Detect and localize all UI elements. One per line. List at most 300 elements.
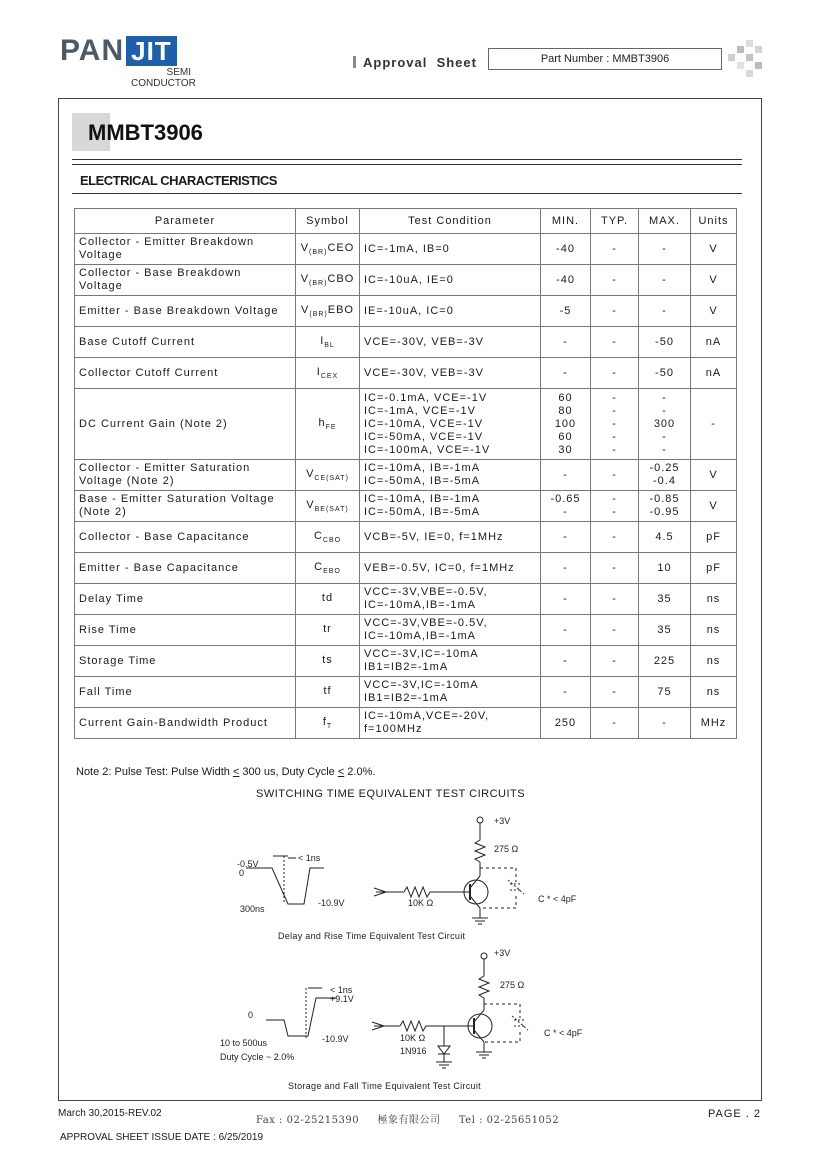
cell-test-condition (360, 615, 541, 646)
cell-parameter (75, 327, 296, 358)
cond-line: IC=-50mA, VCE=-1V (364, 430, 484, 443)
cond-line: VCC=-3V,VBE=-0.5V, (364, 586, 488, 598)
cell-typ (591, 358, 639, 389)
max-line: 300 (653, 417, 676, 430)
c1-rc-label: 275 Ω (494, 844, 519, 854)
cell-parameter (75, 677, 296, 708)
typ-line: - (612, 417, 617, 430)
cond-line: IC=-10mA,IB=-1mA (364, 599, 476, 611)
typ-line: - (612, 592, 617, 605)
c2-caption: Storage and Fall Time Equivalent Test Circuit (288, 1081, 481, 1091)
cell-parameter (75, 615, 296, 646)
cond-line: VCB=-5V, IE=0, f=1MHz (364, 530, 504, 543)
cond-line: IC=-50mA, IB=-5mA (364, 475, 481, 487)
symbol-main: tr (323, 622, 332, 635)
param-line: Delay Time (79, 592, 145, 605)
min-line: - (563, 592, 568, 605)
cell-min (541, 491, 591, 522)
symbol-sub: (BR) (309, 311, 328, 319)
pulse-test-note (76, 766, 375, 778)
max-line: - (662, 404, 667, 417)
approval-sheet-label (353, 55, 477, 70)
param-line: Collector - Emitter Saturation (79, 462, 251, 474)
cell-max (639, 358, 691, 389)
cell-parameter (75, 584, 296, 615)
note-lt-2: < (337, 766, 345, 778)
input-waveform-2 (266, 998, 336, 1036)
cell-max (639, 522, 691, 553)
c2-rb-label: 10K Ω (400, 1033, 426, 1043)
company-logo (60, 34, 177, 68)
cell-max (639, 491, 691, 522)
cond-line: IC=-10mA,VCE=-20V, (364, 710, 490, 722)
section-heading: ELECTRICAL CHARACTERISTICS (80, 173, 277, 188)
cond-line: IC=-10uA, IE=0 (364, 273, 454, 286)
max-line: - (662, 716, 667, 729)
cell-units: ns (691, 615, 737, 646)
symbol-main: C (313, 529, 323, 542)
ground-1 (472, 918, 488, 924)
c1-vcc-label: +3V (494, 816, 511, 826)
cell-parameter (75, 646, 296, 677)
max-line: -0.25 (649, 462, 680, 474)
max-line: 225 (653, 654, 676, 667)
cell-min (541, 296, 591, 327)
symbol-main: V (301, 303, 310, 316)
table-row (75, 296, 737, 327)
cell-max (639, 677, 691, 708)
cell-typ (591, 677, 639, 708)
divider (72, 193, 742, 194)
cell-max (639, 327, 691, 358)
min-line: - (563, 530, 568, 543)
cell-test-condition (360, 646, 541, 677)
input-arrow-1 (374, 888, 404, 896)
min-line: -0.65 (550, 493, 581, 505)
typ-line: - (612, 443, 617, 456)
cell-test-condition (360, 491, 541, 522)
cell-typ (591, 234, 639, 265)
max-line: - (662, 430, 667, 443)
cell-parameter (75, 265, 296, 296)
max-line: - (662, 242, 667, 255)
cell-typ (591, 584, 639, 615)
c2-diode-label: 1N916 (400, 1046, 427, 1056)
param-line: Current Gain-Bandwidth Product (79, 716, 268, 729)
cell-min (541, 708, 591, 739)
table-row (75, 646, 737, 677)
cell-test-condition (360, 460, 541, 491)
cell-typ (591, 460, 639, 491)
cell-parameter (75, 389, 296, 460)
typ-line: - (612, 623, 617, 636)
c1-zero-label: 0 (239, 868, 245, 878)
cell-typ (591, 491, 639, 522)
max-line: -0.85 (649, 493, 680, 505)
cell-units: V (691, 296, 737, 327)
cond-line: VEB=-0.5V, IC=0, f=1MHz (364, 561, 515, 574)
cell-max (639, 615, 691, 646)
cell-max (639, 460, 691, 491)
table-body (75, 234, 737, 739)
typ-line: - (612, 561, 617, 574)
table-header-row (75, 209, 737, 234)
symbol-sub: T (326, 723, 333, 731)
min-line: - (563, 366, 568, 379)
cell-typ (591, 708, 639, 739)
min-line: 60 (558, 391, 573, 404)
cond-line: VCE=-30V, VEB=-3V (364, 366, 484, 379)
typ-line: - (612, 404, 617, 417)
cell-units: MHz (691, 708, 737, 739)
cell-units: pF (691, 553, 737, 584)
param-line: Rise Time (79, 623, 137, 636)
symbol-sub: FE (325, 424, 337, 432)
contact-line: Fax : 02-25215390 極象有限公司 Tel : 02-25651052 (256, 1115, 560, 1126)
max-line: 10 (657, 561, 672, 574)
cell-test-condition (360, 327, 541, 358)
max-line: -0.4 (653, 475, 676, 487)
symbol-sub: BE(SAT) (314, 506, 349, 514)
symbol-main: f (322, 715, 327, 728)
c1-cs-text: C * < 4pF (538, 894, 577, 904)
typ-line: - (612, 335, 617, 348)
cond-line: IC=-10mA, VCE=-1V (364, 417, 484, 430)
cond-line: IC=-100mA, VCE=-1V (364, 443, 491, 456)
symbol-sub: CEX (320, 373, 339, 381)
max-line: -50 (655, 335, 674, 348)
symbol-main: I (316, 365, 321, 378)
table-row (75, 265, 737, 296)
cond-line: IC=-0.1mA, VCE=-1V (364, 391, 488, 404)
symbol-main: C (314, 560, 324, 573)
symbol-sub: (BR) (309, 249, 328, 257)
cond-line: IC=-10mA,IB=-1mA (364, 630, 476, 642)
typ-line: - (612, 430, 617, 443)
approval-text: Approval Sheet (363, 55, 477, 70)
part-number-box: Part Number : MMBT3906 (488, 48, 722, 70)
typ-line: - (612, 654, 617, 667)
cell-typ (591, 265, 639, 296)
cell-min (541, 677, 591, 708)
cell-typ (591, 389, 639, 460)
cell-min (541, 265, 591, 296)
param-line: Collector Cutoff Current (79, 366, 219, 379)
cell-symbol (296, 677, 360, 708)
page-number: PAGE . 2 (708, 1108, 762, 1120)
cond-line: IC=-10mA, IB=-1mA (364, 493, 481, 505)
c2-rc-label: 275 Ω (500, 980, 525, 990)
symbol-main: h (318, 416, 326, 429)
c2-zero-label: 0 (248, 1010, 254, 1020)
logo-subtitle (131, 67, 196, 89)
min-line: - (563, 335, 568, 348)
cell-typ (591, 296, 639, 327)
cell-symbol (296, 708, 360, 739)
c2-rise-label: < 1ns (330, 985, 353, 995)
electrical-characteristics-table (74, 208, 737, 739)
cell-max (639, 584, 691, 615)
typ-line: - (612, 493, 617, 505)
c2-duty-label: Duty Cycle ~ 2.0% (220, 1052, 295, 1062)
c1-neg05-label: -0.5V (237, 859, 259, 869)
cell-symbol (296, 327, 360, 358)
c1-vlow-label: -10.9V (318, 898, 345, 908)
param-line: Emitter - Base Breakdown Voltage (79, 304, 279, 317)
typ-line: - (612, 685, 617, 698)
max-line: 35 (657, 623, 672, 636)
table-row (75, 615, 737, 646)
cell-parameter (75, 491, 296, 522)
min-line: - (563, 468, 568, 481)
min-line: 250 (554, 716, 577, 729)
cond-line: IC=-1mA, VCE=-1V (364, 404, 476, 417)
logo-text: PAN (60, 34, 125, 67)
cell-units: ns (691, 677, 737, 708)
cond-line: VCC=-3V,IC=-10mA (364, 679, 479, 691)
symbol-tail: CEO (327, 241, 355, 254)
table-row (75, 327, 737, 358)
c2-cs-label (544, 1028, 583, 1038)
header-parameter: Parameter (75, 209, 296, 234)
logo-jit-mark: JIT (126, 36, 177, 66)
cell-units: V (691, 491, 737, 522)
cell-test-condition (360, 708, 541, 739)
symbol-sub: (BR) (309, 280, 328, 288)
input-waveform-1 (246, 868, 324, 904)
cell-units: V (691, 234, 737, 265)
min-line: - (563, 623, 568, 636)
cell-typ (591, 327, 639, 358)
issue-date: APPROVAL SHEET ISSUE DATE : 6/25/2019 (60, 1132, 264, 1143)
page-title: MMBT3906 (88, 120, 203, 145)
vcc-terminal-1 (477, 817, 483, 823)
symbol-main: td (321, 591, 334, 604)
cell-symbol (296, 553, 360, 584)
cs-capacitor-1 (508, 880, 524, 894)
cell-symbol (296, 615, 360, 646)
table-row (75, 358, 737, 389)
min-line: -5 (559, 304, 572, 317)
cell-symbol (296, 358, 360, 389)
max-line: -50 (655, 366, 674, 379)
param-line: Collector - Base Capacitance (79, 530, 250, 543)
base-resistor-2 (400, 1021, 466, 1031)
cond-line: VCC=-3V,VBE=-0.5V, (364, 617, 488, 629)
symbol-main: I (320, 334, 325, 347)
cell-max (639, 234, 691, 265)
min-line: - (563, 561, 568, 574)
header-symbol: Symbol (296, 209, 360, 234)
decorative-squares (728, 40, 762, 78)
symbol-tail: CBO (327, 272, 355, 285)
cond-line: IC=-50mA, IB=-5mA (364, 506, 481, 518)
vcc-terminal-2 (481, 953, 487, 959)
cell-max (639, 389, 691, 460)
cell-min (541, 327, 591, 358)
cell-min (541, 553, 591, 584)
delay-rise-circuit (246, 817, 524, 924)
cell-test-condition (360, 389, 541, 460)
table-row (75, 234, 737, 265)
cell-typ (591, 522, 639, 553)
divider (72, 159, 742, 160)
cell-symbol (296, 296, 360, 327)
logo-sub-line1: SEMI (166, 67, 191, 78)
cond-line: IC=-1mA, IB=0 (364, 242, 450, 255)
param-line: (Note 2) (79, 506, 127, 518)
cell-symbol (296, 389, 360, 460)
symbol-main: V (300, 241, 310, 254)
cell-max (639, 708, 691, 739)
min-line: 60 (558, 430, 573, 443)
cell-units: V (691, 460, 737, 491)
cell-test-condition (360, 234, 541, 265)
circuits-title: SWITCHING TIME EQUIVALENT TEST CIRCUITS (256, 788, 526, 800)
cell-min (541, 584, 591, 615)
symbol-main: V (306, 467, 315, 480)
cell-test-condition (360, 677, 541, 708)
min-line: - (563, 654, 568, 667)
cell-parameter (75, 296, 296, 327)
ground-2 (476, 1052, 492, 1058)
param-line: Fall Time (79, 685, 133, 698)
storage-fall-circuit (266, 953, 528, 1068)
cell-min (541, 389, 591, 460)
logo-sub-line2: CONDUCTOR (131, 78, 196, 89)
cell-min (541, 234, 591, 265)
c2-pw-label: 10 to 500us (220, 1038, 268, 1048)
note-prefix: Note 2: Pulse Test: Pulse Width (76, 766, 233, 778)
cell-min (541, 615, 591, 646)
cell-symbol (296, 491, 360, 522)
c1-rise-label: < 1ns (298, 853, 321, 863)
max-line: 35 (657, 592, 672, 605)
cond-line: VCC=-3V,IC=-10mA (364, 648, 479, 660)
input-arrow-2 (372, 1022, 400, 1030)
min-line: 100 (554, 417, 577, 430)
cell-test-condition (360, 296, 541, 327)
cell-test-condition (360, 358, 541, 389)
collector-resistor-1 (475, 826, 485, 862)
param-line: Voltage (79, 249, 123, 261)
symbol-sub: BL (324, 342, 335, 350)
cell-symbol (296, 234, 360, 265)
cell-parameter (75, 553, 296, 584)
typ-line: - (612, 468, 617, 481)
c1-rb-label: 10K Ω (408, 898, 434, 908)
param-line: Emitter - Base Capacitance (79, 561, 239, 574)
c1-cs-label (538, 894, 577, 904)
typ-line: - (612, 273, 617, 286)
param-line: Voltage (Note 2) (79, 475, 175, 487)
cell-units: - (691, 389, 737, 460)
param-line: Base - Emitter Saturation Voltage (79, 493, 275, 505)
cell-test-condition (360, 584, 541, 615)
cell-test-condition (360, 265, 541, 296)
c1-caption: Delay and Rise Time Equivalent Test Circuit (278, 931, 466, 941)
header-min: MIN. (541, 209, 591, 234)
table-row (75, 460, 737, 491)
cell-test-condition (360, 522, 541, 553)
table-row (75, 389, 737, 460)
cell-test-condition (360, 553, 541, 584)
cond-line: IB1=IB2=-1mA (364, 692, 449, 704)
cs-capacitor-2 (512, 1016, 528, 1030)
cell-symbol (296, 460, 360, 491)
cell-symbol (296, 646, 360, 677)
cell-max (639, 646, 691, 677)
param-line: Collector - Emitter Breakdown (79, 236, 255, 248)
min-line: -40 (556, 273, 575, 286)
cell-parameter (75, 234, 296, 265)
max-line: - (662, 304, 667, 317)
symbol-sub: CE(SAT) (314, 475, 349, 483)
cell-min (541, 358, 591, 389)
cell-units: nA (691, 358, 737, 389)
cell-min (541, 460, 591, 491)
diode-1n916 (438, 1046, 450, 1054)
typ-line: - (612, 366, 617, 379)
c2-cs-text: C * < 4pF (544, 1028, 583, 1038)
table-row (75, 708, 737, 739)
param-line: Collector - Base Breakdown (79, 267, 242, 279)
switching-test-circuits (220, 806, 606, 1096)
cond-line: f=100MHz (364, 723, 423, 735)
typ-line: - (612, 304, 617, 317)
min-line: 80 (558, 404, 573, 417)
table-row (75, 553, 737, 584)
symbol-tail: EBO (327, 303, 354, 316)
symbol-main: ts (322, 653, 333, 666)
cell-typ (591, 553, 639, 584)
max-line: 4.5 (655, 530, 674, 543)
typ-line: - (612, 530, 617, 543)
typ-line: - (612, 391, 617, 404)
note-mid: 300 us, Duty Cycle (239, 766, 338, 778)
typ-line: - (612, 716, 617, 729)
cell-max (639, 553, 691, 584)
cell-units: nA (691, 327, 737, 358)
note-suffix: 2.0%. (344, 766, 376, 778)
header-typ: TYP. (591, 209, 639, 234)
divider (72, 164, 742, 165)
cell-max (639, 296, 691, 327)
cell-max (639, 265, 691, 296)
cell-units: ns (691, 584, 737, 615)
min-line: -40 (556, 242, 575, 255)
cell-parameter (75, 460, 296, 491)
cell-units: ns (691, 646, 737, 677)
note-lt-1: < (232, 766, 240, 778)
approval-bar-mark (353, 56, 356, 68)
cond-line: VCE=-30V, VEB=-3V (364, 335, 484, 348)
cond-line: IB1=IB2=-1mA (364, 661, 449, 673)
max-line: - (662, 443, 667, 456)
symbol-main: V (300, 272, 310, 285)
base-resistor-1 (404, 887, 462, 897)
cell-units: pF (691, 522, 737, 553)
cell-symbol (296, 522, 360, 553)
cond-line: IC=-10mA, IB=-1mA (364, 462, 481, 474)
param-line: DC Current Gain (Note 2) (79, 417, 228, 430)
cell-symbol (296, 265, 360, 296)
max-line: 75 (657, 685, 672, 698)
c2-vcc-label: +3V (494, 948, 511, 958)
param-line: Voltage (79, 280, 123, 292)
table-row (75, 584, 737, 615)
cell-symbol (296, 584, 360, 615)
